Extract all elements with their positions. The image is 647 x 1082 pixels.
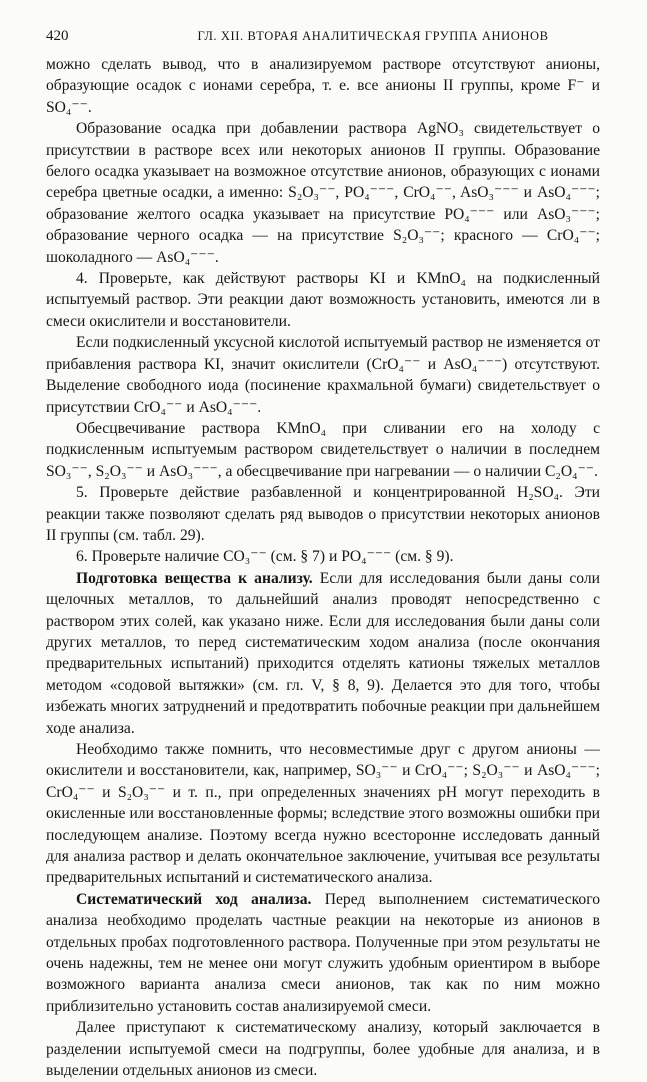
section-heading-preparation: Подготовка вещества к анализу. — [76, 569, 313, 587]
paragraph-final: Далее приступают к систематическому анализу, который заключается в разделении испытуемой смеси на подгруппы, более удобные для анализа, и в выделении отдельных анионов из смеси. — [46, 1019, 600, 1080]
page-number: 420 — [46, 28, 69, 44]
paragraph-reducers: Обесцвечивание раствора KMnO₄ при сливании его на холоду с подкисленным испытуемым раствором свидетельствует о наличии в последнем SO₃⁻⁻, S₂O₃⁻⁻ и AsO₃⁻⁻⁻, а обесцвечивание при нагревании — о наличии C₂O₄⁻⁻. — [46, 419, 600, 480]
paragraph-precipitate: Образование осадка при добавлении раствора AgNO₃ свидетельствует о присутствии в растворе всех или некоторых анионов II группы. Образование белого осадка указывает на возможное отсутствие анионов, образующих с ионами серебра цветные осадки, а именно: S₂O₃⁻⁻, PO₄⁻⁻⁻, CrO₄⁻⁻, AsO₃⁻⁻⁻ и AsO₄⁻⁻⁻; образование желтого осадка указывает на присутствие PO₄⁻⁻⁻ или AsO₃⁻⁻⁻; образование черного осадка — на присутствие S₂O₃⁻⁻; красного — CrO₄⁻⁻; шоколадного — AsO₄⁻⁻⁻. — [46, 120, 600, 266]
paragraph-incompatible-anions: Необходимо также помнить, что несовместимые друг с другом анионы — окислители и восстановители, как, например, SO₃⁻⁻ и CrO₄⁻⁻; S₂O₃⁻⁻ и AsO₄⁻⁻⁻; CrO₄⁻⁻ и S₂O₃⁻⁻ и т. п., при определенных значениях pH могут переходить в окисленные или восстановленные формы; вследствие этого возможны ошибки при последующем анализе. Поэтому всегда нужно всесторонне исследовать данный для анализа раствор и делать окончательное заключение, учитывая все результаты предварительных испытаний и систематического анализа. — [46, 741, 600, 887]
paragraph-step-6: 6. Проверьте наличие CO₃⁻⁻ (см. § 7) и PO₄⁻⁻⁻ (см. § 9). — [76, 548, 454, 566]
page-header — [46, 28, 600, 54]
page-body — [46, 54, 600, 1082]
running-title: ГЛ. XII. ВТОРАЯ АНАЛИТИЧЕСКАЯ ГРУППА АНИОНОВ — [197, 29, 549, 43]
paragraph-step-4: 4. Проверьте, как действуют растворы KI и KMnO₄ на подкисленный испытуемый раствор. Эти реакции дают возможность установить, имеются ли в смеси окислители и восстановители. — [46, 270, 600, 330]
section-heading-systematic: Систематический ход анализа. — [76, 890, 312, 908]
preparation-text: Если для исследования были даны соли щелочных металлов, то дальнейший анализ проводят непосредственно с раствором этих солей, как указано ниже. Если для исследования были даны соли других металлов, то перед систематическим ходом анализа (после окончания предварительных испытаний) приходится отделять катионы тяжелых металлов методом «содовой вытяжки» (см. гл. V, § 8, 9). Делается это для того, чтобы избежать многих затруднений и предотвратить побочные реакции при дальнейшем ходе анализа. — [46, 569, 600, 737]
paragraph-continuation: можно сделать вывод, что в анализируемом растворе отсутствуют анионы, образующие осадок с ионами серебра, т. е. все анионы II группы, кроме F⁻ и SO₄⁻⁻. — [46, 56, 600, 116]
paragraph-sample-preparation — [46, 568, 600, 739]
paragraph-oxidizers: Если подкисленный уксусной кислотой испытуемый раствор не изменяется от прибавления раствора KI, значит окислители (CrO₄⁻⁻ и AsO₄⁻⁻⁻) отсутствуют. Выделение свободного иода (посинение крахмальной бумаги) свидетельствует о присутствии CrO₄⁻⁻ и AsO₄⁻⁻⁻. — [46, 334, 600, 416]
systematic-text: Перед выполнением систематического анализа необходимо проделать частные реакции на некоторые из анионов в отдельных пробах подготовленного раствора. Полученные при этом результаты не очень надежны, тем не менее они могут служить удобным ориентиром в выборе возможного варианта анализа смеси анионов, так как по ним можно приблизительно установить состав анализируемой смеси. — [46, 890, 601, 1015]
paragraph-step-5: 5. Проверьте действие разбавленной и концентрированной H₂SO₄. Эти реакции также позволяют сделать ряд выводов о присутствии некоторых анионов II группы (см. табл. 29). — [46, 484, 600, 544]
paragraph-systematic-analysis — [46, 889, 600, 1017]
